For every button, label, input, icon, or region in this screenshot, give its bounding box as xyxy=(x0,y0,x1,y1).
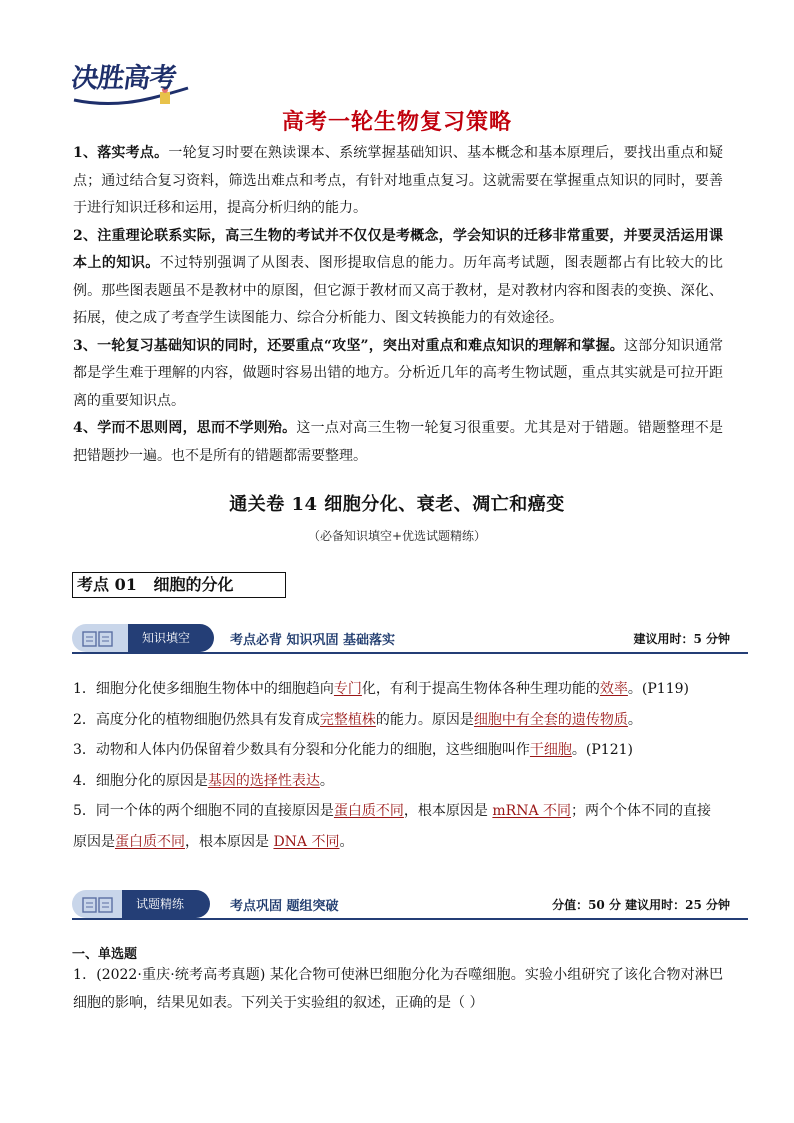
point-heading: 考点 01 细胞的分化 xyxy=(72,572,286,598)
list-item: 5．同一个体的两个细胞不同的直接原因是蛋白质不同，根本原因是 mRNA 不同；两个个体不同的直接原因是蛋白质不同，根本原因是 DNA 不同。 xyxy=(73,803,712,850)
list-item: 1．细胞分化使多细胞生物体中的细胞趋向专门化，有利于提高生物体各种生理功能的效率。(P119) xyxy=(73,681,689,697)
intro-bold-4: 4、学而不思则罔，思而不学则殆。 xyxy=(73,420,297,436)
intro-bold-1: 1、落实考点。 xyxy=(73,145,169,161)
banner1-rule xyxy=(72,652,748,654)
intro-text-1: 一轮复习时要在熟读课本、系统掌握基础知识、基本概念和基本原理后，要找出重点和疑点；通过结合复习资料，筛选出难点和考点，有针对地重点复习。这就需要在掌握重点知识的同时，要善于进行知识迁移和运用，提高分析归纳的能力。 xyxy=(73,145,723,216)
answer-blank: 蛋白质不同 xyxy=(333,803,404,819)
banner1-tagline: 考点必背 知识巩固 基础落实 xyxy=(230,633,396,648)
list-item: 3．动物和人体内仍保留着少数具有分裂和分化能力的细胞，这些细胞叫作干细胞。(P121) xyxy=(73,742,633,758)
banner2-score-time: 分值：50 分 建议用时：25 分钟 xyxy=(552,898,730,912)
intro-paragraph-3 xyxy=(73,333,723,416)
question-section-heading: 一、单选题 xyxy=(72,947,138,962)
intro-text-3: 这部分知识通常都是学生难于理解的内容，做题时容易出错的地方。分析近几年的高考生物试题，重点其实就是可拉开距离的重要知识点。 xyxy=(73,337,723,409)
intro-paragraph-1 xyxy=(73,140,723,223)
banner2-rule xyxy=(72,918,748,920)
answer-blank: 蛋白质不同 xyxy=(115,833,185,850)
section-subtitle: （必备知识填空+优选试题精练） xyxy=(307,529,487,543)
answer-blank: 干细胞 xyxy=(529,742,572,758)
logo-text: 决胜高考 xyxy=(69,63,178,94)
list-item: 4．细胞分化的原因是基因的选择性表达。 xyxy=(73,772,334,789)
list-item: 2．高度分化的植物细胞仍然具有发育成完整植株的能力。原因是细胞中有全套的遗传物质。 xyxy=(73,711,642,728)
banner2-tagline: 考点巩固 题组突破 xyxy=(230,899,339,914)
knowledge-list xyxy=(73,674,723,857)
intro-paragraph-2 xyxy=(73,223,723,333)
answer-blank: 基因的选择性表达 xyxy=(207,772,320,789)
answer-blank: DNA 不同 xyxy=(273,833,340,850)
intro-text-4: 这一点对高三生物一轮复习很重要。尤其是对于错题。错题整理不是把错题抄一遍。也不是所有的错题都需要整理。 xyxy=(73,420,723,464)
page-title: 高考一轮生物复习策略 xyxy=(281,110,512,135)
book-icon xyxy=(82,896,114,914)
answer-blank: 效率 xyxy=(599,681,628,697)
brand-logo xyxy=(69,56,192,112)
answer-blank: 细胞中有全套的遗传物质 xyxy=(473,711,628,728)
practice-banner xyxy=(72,886,748,922)
intro-section xyxy=(73,140,723,470)
banner1-time: 建议用时：5 分钟 xyxy=(633,632,730,646)
tab-practice: 试题精练 xyxy=(122,890,210,918)
answer-blank: mRNA 不同 xyxy=(492,803,572,819)
answer-blank: 专门 xyxy=(333,681,362,697)
answer-blank: 完整植株 xyxy=(319,711,376,728)
intro-bold-2: 2、注重理论联系实际，高三生物的考试并不仅仅是考概念，学会知识的迁移非常重要，并要灵活运用课本上的知识。 xyxy=(73,227,723,271)
tab-knowledge-fill: 知识填空 xyxy=(128,624,214,652)
book-icon xyxy=(82,630,114,648)
intro-paragraph-4 xyxy=(73,415,723,470)
intro-text-2: 不过特别强调了从图表、图形提取信息的能力。历年高考试题，图表题都占有比较大的比例。那些图表题虽不是教材中的原图，但它源于教材而又高于教材，是对教材内容和图表的变换、深化、拓展，使之成了考查学生读图能力、综合分析能力、图文转换能力的有效途径。 xyxy=(73,255,724,326)
question-1: 1．(2022·重庆·统考高考真题) 某化合物可使淋巴细胞分化为吞噬细胞。实验小组研究了该化合物对淋巴细胞的影响，结果见如表。下列关于实验组的叙述，正确的是（ ） xyxy=(73,967,723,1011)
intro-bold-3: 3、一轮复习基础知识的同时，还要重点“攻坚”，突出对重点和难点知识的理解和掌握。 xyxy=(73,337,624,354)
knowledge-banner xyxy=(72,620,748,656)
section-title: 通关卷 14 细胞分化、衰老、凋亡和癌变 xyxy=(229,494,565,515)
